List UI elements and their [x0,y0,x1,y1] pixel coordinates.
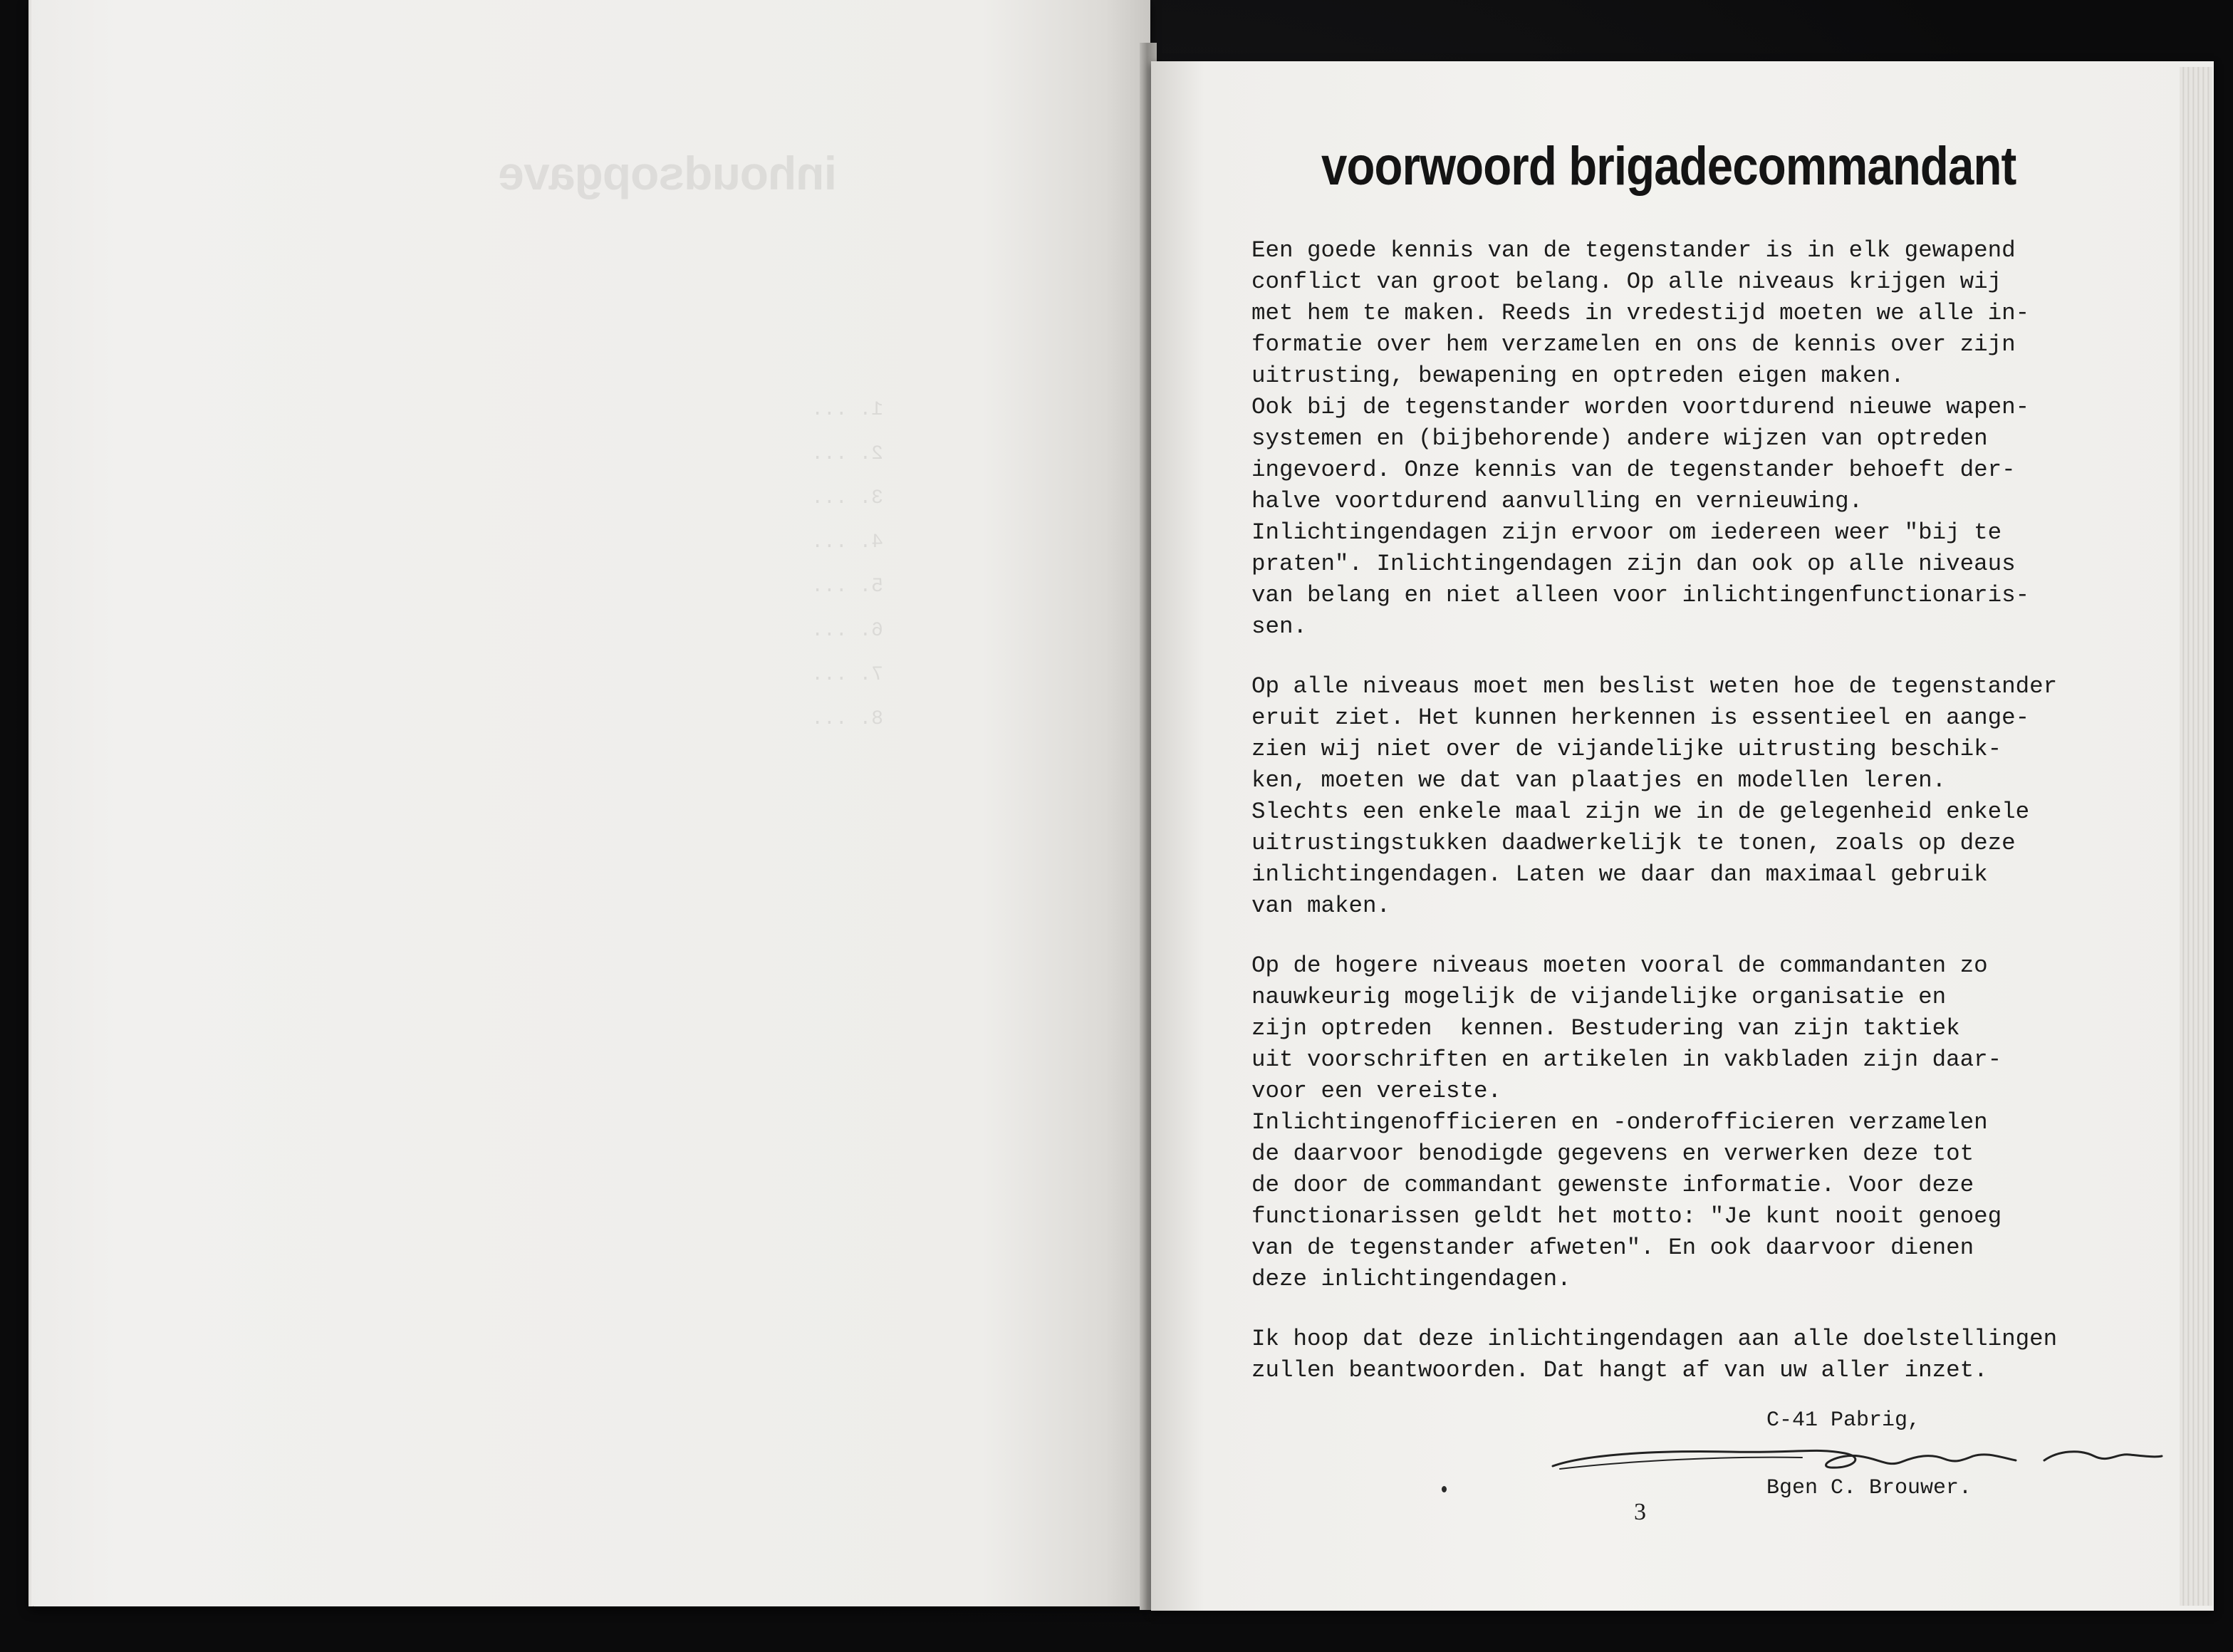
signer-name: Bgen C. Brouwer. [1766,1476,1972,1500]
closing-line: C-41 Pabrig, [1766,1408,1921,1433]
foreword-paragraph-2: Op alle niveaus moet men beslist weten hoe de tegenstander eruit ziet. Het kunnen herkennen is essentieel en aange- zien wij niet over de vijandelijke uitrusting beschik- ken, moeten we dat van plaatjes en modellen leren. Slechts een enkele maal zijn we in de gelegenheid enkele uitrustingstukken daadwerkelijk te tonen, zoals op deze inlichtingendagen. Laten we daar dan maximaal gebruik van maken. [1251,673,2058,919]
page-stack-edge [2180,67,2212,1606]
bleed-through-item: 5. ... [811,576,883,598]
foreword-paragraph-3: Op de hogere niveaus moeten vooral de commandanten zo nauwkeurig mogelijk de vijandelijke organisatie en zijn optreden kennen. Bestudering van zijn taktiek uit voorschriften en artikelen in vakbladen zijn daar- voor een vereiste. Inlichtingenofficieren en -onderofficieren verzamelen de daarvoor benodigde gegevens en verwerken deze tot de door de commandant gewenste informatie. Voor deze functionarissen geldt het motto: "Je kunt nooit genoeg van de tegenstander afweten". En ook daarvoor dienen deze inlichtingendagen. [1251,952,2002,1292]
foreword-paragraph-4: Ik hoop dat deze inlichtingendagen aan alle doelstellingen zullen beantwoorden. Dat hangt af van uw aller inzet. [1251,1326,2058,1383]
left-page-edge [28,0,33,1606]
bleed-through-item: 4. ... [811,531,883,554]
bleed-through-item: 1. ... [811,399,883,421]
foreword-body [1251,235,2177,1415]
bleed-through-item: 2. ... [811,443,883,465]
left-page [28,0,1150,1606]
page-number: 3 [1634,1499,1646,1525]
bleed-through-item: 3. ... [811,487,883,509]
bleed-through-item: 6. ... [811,620,883,642]
ink-speck [1442,1486,1447,1492]
bleed-through-item: 8. ... [811,708,883,730]
bleed-through-title: inhoudsopgave [499,147,837,199]
handwritten-signature [1546,1432,2165,1482]
bleed-through-item: 7. ... [811,664,883,686]
foreword-paragraph-1: Een goede kennis van de tegenstander is in elk gewapend conflict van groot belang. Op alle niveaus krijgen wij met hem te maken. Reeds in vredestijd moeten we alle in- formatie over hem verzamelen en ons de kennis over zijn uitrusting, bewapening en optreden eigen maken. Ook bij de tegenstander worden voortdurend nieuwe wapen- systemen en (bijbehorende) andere wijzen van optreden ingevoerd. Onze kennis van de tegenstander behoeft der- halve voortdurend aanvulling en vernieuwing. Inlichtingendagen zijn ervoor om iedereen weer "bij te praten". Inlichtingendagen zijn dan ook op alle niveaus van belang en niet alleen voor inlichtingenfunctionaris- sen. [1251,237,2030,640]
bleed-through-list [356,388,883,742]
page-title: voorwoord brigadecommandant [1321,136,2016,197]
